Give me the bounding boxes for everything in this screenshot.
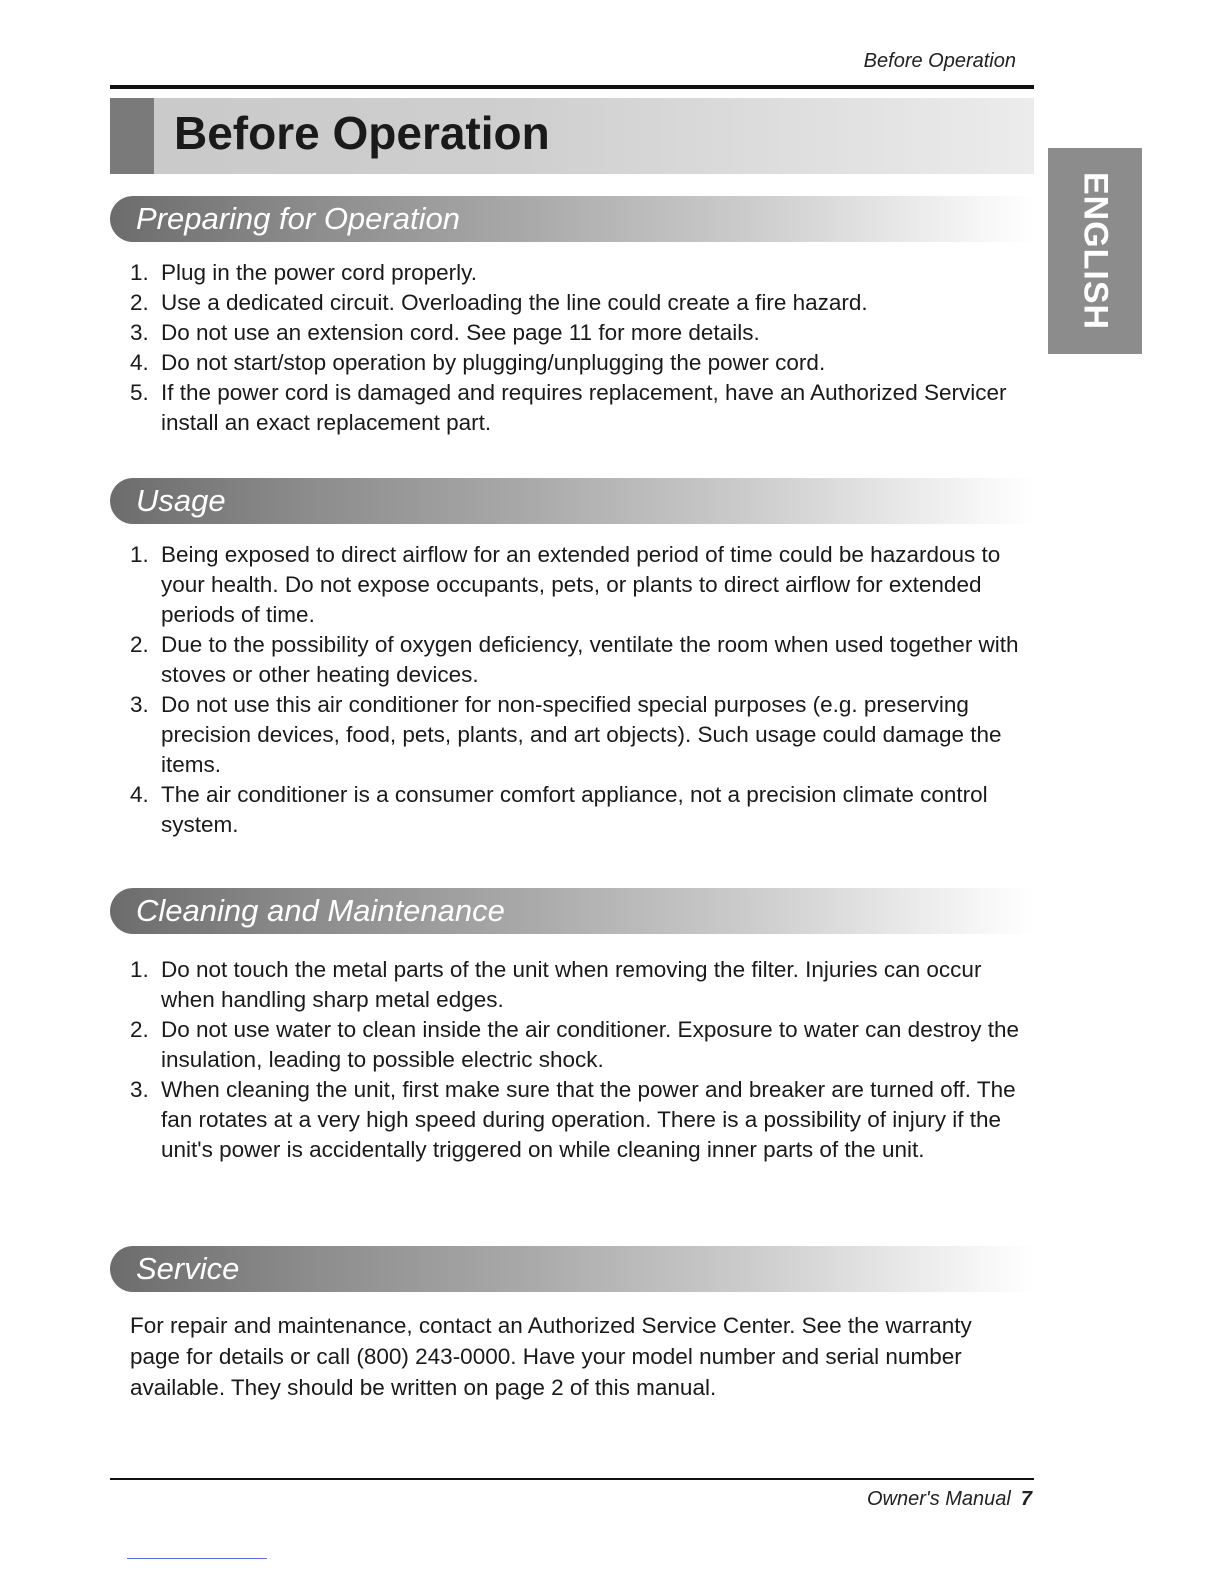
service-paragraph: For repair and maintenance, contact an Authorized Service Center. See the warranty page for details or call (800) 243-0000. Have your model number and serial number available. They should be written on page 2 of this manual. <box>130 1313 972 1400</box>
section-header-cleaning <box>110 888 1034 934</box>
section-heading: Service <box>136 1251 240 1286</box>
list-item: 1. Plug in the power cord properly. <box>130 260 477 285</box>
top-rule <box>110 85 1034 89</box>
section-header-usage <box>110 478 1034 524</box>
section-heading: Preparing for Operation <box>136 201 460 236</box>
list-item: 2. Use a dedicated circuit. Overloading the line could create a fire hazard. <box>130 290 868 315</box>
list-item: 5. If the power cord is damaged and requires replacement, have an Authorized Servicer install an exact replacement part. <box>130 380 1007 435</box>
section-heading: Cleaning and Maintenance <box>136 893 505 928</box>
footer <box>867 1488 1032 1511</box>
list-item: 3. When cleaning the unit, first make sure that the power and breaker are turned off. The fan rotates at a very high speed during operation. There is a possibility of injury if the unit's power is accidentally triggered on while cleaning inner parts of the unit. <box>130 1077 1016 1162</box>
list-item: 1. Being exposed to direct airflow for an extended period of time could be hazardous to your health. Do not expose occupants, pets, or plants to direct airflow for extended periods of time. <box>130 542 1001 627</box>
usage-list <box>130 540 1030 840</box>
page-title: Before Operation <box>174 107 550 159</box>
list-item: 1. Do not touch the metal parts of the unit when removing the filter. Injuries can occur when handling sharp metal edges. <box>130 957 982 1012</box>
section-header-preparing <box>110 196 1034 242</box>
running-header: Before Operation <box>863 50 1016 72</box>
section-heading: Usage <box>136 483 226 518</box>
list-item: 3. Do not use this air conditioner for non-specified special purposes (e.g. preserving precision devices, food, pets, plants, and art objects). Such usage could damage the items. <box>130 692 1002 777</box>
list-item: 2. Do not use water to clean inside the air conditioner. Exposure to water can destroy the insulation, leading to possible electric shock. <box>130 1017 1019 1072</box>
corner-rule <box>127 1558 267 1559</box>
list-item: 3. Do not use an extension cord. See page 11 for more details. <box>130 320 760 345</box>
list-item: 4. Do not start/stop operation by plugging/unplugging the power cord. <box>130 350 826 375</box>
cleaning-list <box>130 955 1030 1165</box>
list-item: 2. Due to the possibility of oxygen deficiency, ventilate the room when used together with stoves or other heating devices. <box>130 632 1019 687</box>
language-tab <box>1048 148 1142 354</box>
footer-manual-label: Owner's Manual <box>866 1488 1011 1510</box>
list-item: 4. The air conditioner is a consumer comfort appliance, not a precision climate control system. <box>130 782 988 837</box>
language-tab-label: ENGLISH <box>1076 171 1115 331</box>
preparing-list <box>130 258 1030 438</box>
section-header-service <box>110 1246 1034 1292</box>
title-band <box>110 98 1034 174</box>
bottom-rule <box>110 1478 1034 1480</box>
page-number: 7 <box>1020 1488 1032 1510</box>
